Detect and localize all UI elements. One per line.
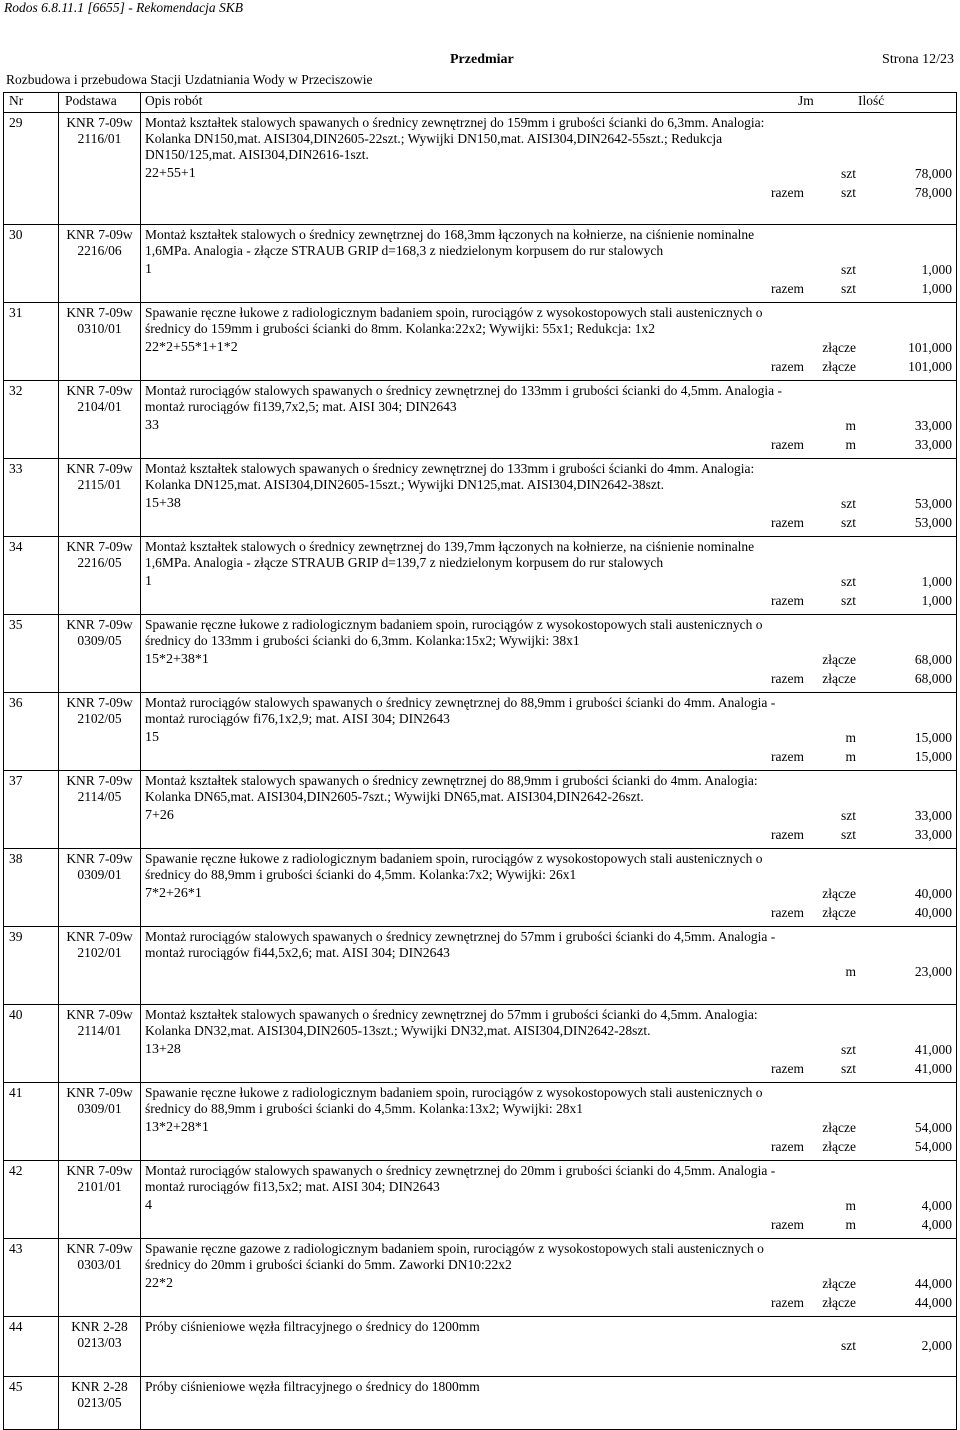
header-basis: Podstawa bbox=[59, 93, 141, 113]
measure-expression: 33 bbox=[145, 418, 159, 433]
table-row bbox=[4, 113, 957, 225]
measure-expression: 13+28 bbox=[145, 1042, 181, 1057]
total-unit: m bbox=[845, 749, 856, 764]
total-line bbox=[145, 1136, 952, 1155]
item-code: KNR 7-09w bbox=[66, 539, 133, 554]
table-row bbox=[4, 381, 957, 459]
measure-expression: 4 bbox=[145, 1198, 152, 1213]
item-description: Spawanie ręczne gazowe z radiologicznym badaniem spoin, rurociągów z wysokostopowych stali austenicznych o średnicy do 20mm i grubości ścianki do 5mm. Zaworki DN10:22x2 bbox=[145, 1241, 764, 1272]
item-code: KNR 2-28 bbox=[71, 1319, 128, 1334]
total-label: razem bbox=[771, 359, 804, 374]
measure-quantity: 33,000 bbox=[914, 418, 952, 433]
total-label: razem bbox=[771, 515, 804, 530]
total-quantity: 44,000 bbox=[914, 1295, 952, 1310]
total-quantity: 33,000 bbox=[914, 437, 952, 452]
measure-expression: 15*2+38*1 bbox=[145, 652, 209, 667]
measure-quantity: 15,000 bbox=[914, 730, 952, 745]
item-number: 33 bbox=[9, 461, 23, 476]
total-line bbox=[145, 1292, 952, 1311]
item-description: Spawanie ręczne łukowe z radiologicznym badaniem spoin, rurociągów z wysokostopowych stali austenicznych o średnicy do 88,9mm i grubości ścianki do 4,5mm. Kolanka:7x2; Wywijki: 26x1 bbox=[145, 851, 763, 882]
total-label: razem bbox=[771, 1217, 804, 1232]
measure-unit: szt bbox=[841, 166, 856, 181]
measure-unit: m bbox=[845, 964, 856, 979]
total-quantity: 54,000 bbox=[914, 1139, 952, 1154]
item-number: 41 bbox=[9, 1085, 23, 1100]
total-line bbox=[145, 902, 952, 921]
total-line bbox=[145, 1058, 952, 1077]
header-description bbox=[141, 93, 957, 113]
item-code: KNR 7-09w bbox=[66, 461, 133, 476]
item-number: 32 bbox=[9, 383, 23, 398]
measure-quantity: 4,000 bbox=[921, 1198, 952, 1213]
measure-unit: złącze bbox=[822, 886, 856, 901]
total-unit: złącze bbox=[822, 1295, 856, 1310]
measure-expression: 13*2+28*1 bbox=[145, 1120, 209, 1135]
measure-expression: 22+55+1 bbox=[145, 166, 196, 181]
total-quantity: 40,000 bbox=[914, 905, 952, 920]
table-header bbox=[4, 93, 957, 113]
item-code-sub: 2114/01 bbox=[77, 1023, 122, 1038]
item-description: Montaż kształtek stalowych o średnicy zewnętrznej do 139,7mm łączonych na kołnierze, na ciśnienie nominalne 1,6MPa. Analogia - złącze STRAUB GRIP d=139,7 z niedzielonym korpusem do rur stalowych bbox=[145, 539, 755, 570]
item-code: KNR 7-09w bbox=[66, 929, 133, 944]
measure-line bbox=[145, 1117, 952, 1136]
item-code-sub: 2102/05 bbox=[77, 711, 122, 726]
total-unit: szt bbox=[841, 185, 856, 200]
item-number: 45 bbox=[9, 1379, 23, 1394]
measure-quantity: 1,000 bbox=[921, 262, 952, 277]
total-line bbox=[145, 824, 952, 843]
total-unit: złącze bbox=[822, 905, 856, 920]
item-code-sub: 2216/06 bbox=[77, 243, 122, 258]
total-label: razem bbox=[771, 593, 804, 608]
item-description: Montaż kształtek stalowych spawanych o średnicy zewnętrznej do 57mm i grubości ścianki do 4,5mm. Analogia: Kolanka DN32,mat. AISI304,DIN2605-13szt.; Wywijki DN32,mat. AISI304,DIN2642-28szt. bbox=[145, 1007, 758, 1038]
measure-expression: 15+38 bbox=[145, 496, 181, 511]
item-code-sub: 0213/03 bbox=[77, 1335, 122, 1350]
measure-quantity: 33,000 bbox=[914, 808, 952, 823]
measure-line bbox=[145, 337, 952, 356]
total-label: razem bbox=[771, 1295, 804, 1310]
item-number: 31 bbox=[9, 305, 23, 320]
total-quantity: 33,000 bbox=[914, 827, 952, 842]
total-line bbox=[145, 434, 952, 453]
measure-line bbox=[145, 1273, 952, 1292]
item-description: Montaż kształtek stalowych o średnicy zewnętrznej do 168,3mm łączonych na kołnierze, na ciśnienie nominalne 1,6MPa. Analogia - złącze STRAUB GRIP d=168,3 z niedzielonym korpusem do rur stalowych bbox=[145, 227, 755, 258]
item-code-sub: 2104/01 bbox=[77, 399, 122, 414]
total-unit: m bbox=[845, 437, 856, 452]
item-description: Montaż rurociągów stalowych spawanych o średnicy zewnętrznej do 57mm i grubości ścianki do 4,5mm. Analogia - montaż rurociągów fi44,5x2,6; mat. AISI 304; DIN2643 bbox=[145, 929, 776, 960]
total-quantity: 1,000 bbox=[921, 281, 952, 296]
item-code-sub: 0309/05 bbox=[77, 633, 122, 648]
measure-quantity: 23,000 bbox=[914, 964, 952, 979]
measure-expression: 22*2+55*1+1*2 bbox=[145, 340, 238, 355]
header-unit: Jm bbox=[798, 93, 814, 108]
table-row bbox=[4, 1005, 957, 1083]
table-row bbox=[4, 615, 957, 693]
app-title: Rodos 6.8.11.1 [6655] - Rekomendacja SKB bbox=[4, 0, 243, 15]
item-description: Montaż kształtek stalowych spawanych o średnicy zewnętrznej do 133mm i grubości ścianki do 4mm. Analogia: Kolanka DN125,mat. AISI304,DIN2605-15szt.; Wywijki DN125,mat. AISI304,DIN2642-38szt. bbox=[145, 461, 755, 492]
measure-line bbox=[145, 571, 952, 590]
total-quantity: 4,000 bbox=[921, 1217, 952, 1232]
total-label: razem bbox=[771, 827, 804, 842]
measure-quantity: 44,000 bbox=[914, 1276, 952, 1291]
item-code: KNR 7-09w bbox=[66, 1163, 133, 1178]
item-number: 40 bbox=[9, 1007, 23, 1022]
total-label: razem bbox=[771, 905, 804, 920]
measure-quantity: 1,000 bbox=[921, 574, 952, 589]
item-number: 36 bbox=[9, 695, 23, 710]
item-number: 43 bbox=[9, 1241, 23, 1256]
total-quantity: 1,000 bbox=[921, 593, 952, 608]
measure-line bbox=[145, 961, 952, 980]
measure-quantity: 40,000 bbox=[914, 886, 952, 901]
table-row bbox=[4, 771, 957, 849]
measure-line bbox=[145, 1335, 952, 1354]
measure-line bbox=[145, 805, 952, 824]
total-unit: złącze bbox=[822, 1139, 856, 1154]
measure-unit: m bbox=[845, 418, 856, 433]
measure-unit: szt bbox=[841, 262, 856, 277]
table-row bbox=[4, 303, 957, 381]
table-row bbox=[4, 1317, 957, 1377]
measure-expression: 15 bbox=[145, 730, 159, 745]
item-description: Montaż kształtek stalowych spawanych o średnicy zewnętrznej do 88,9mm i grubości ścianki do 4mm. Analogia: Kolanka DN65,mat. AISI304,DIN2605-7szt.; Wywijki DN65,mat. AISI304,DIN2642-26szt. bbox=[145, 773, 758, 804]
item-code: KNR 7-09w bbox=[66, 305, 133, 320]
measure-unit: złącze bbox=[822, 652, 856, 667]
item-description: Montaż rurociągów stalowych spawanych o średnicy zewnętrznej do 20mm i grubości ścianki do 4,5mm. Analogia - montaż rurociągów fi13,5x2; mat. AISI 304; DIN2643 bbox=[145, 1163, 776, 1194]
total-quantity: 68,000 bbox=[914, 671, 952, 686]
total-quantity: 78,000 bbox=[914, 185, 952, 200]
total-label: razem bbox=[771, 281, 804, 296]
page-number: Strona 12/23 bbox=[882, 52, 954, 67]
table-row bbox=[4, 459, 957, 537]
total-line bbox=[145, 590, 952, 609]
item-code: KNR 7-09w bbox=[66, 227, 133, 242]
header-nr: Nr bbox=[4, 93, 59, 113]
item-code-sub: 2102/01 bbox=[77, 945, 122, 960]
table-row bbox=[4, 1377, 957, 1430]
item-code-sub: 2101/01 bbox=[77, 1179, 122, 1194]
table-row bbox=[4, 849, 957, 927]
item-code: KNR 7-09w bbox=[66, 1007, 133, 1022]
item-code: KNR 7-09w bbox=[66, 617, 133, 632]
item-code: KNR 7-09w bbox=[66, 1085, 133, 1100]
bill-of-quantities-table bbox=[3, 92, 957, 1430]
item-description: Spawanie ręczne łukowe z radiologicznym badaniem spoin, rurociągów z wysokostopowych stali austenicznych o średnicy do 88,9mm i grubości ścianki do 4,5mm. Kolanka:13x2; Wywijki: 28x1 bbox=[145, 1085, 763, 1116]
total-line bbox=[145, 668, 952, 687]
measure-unit: złącze bbox=[822, 340, 856, 355]
item-code-sub: 2115/01 bbox=[77, 477, 122, 492]
item-code-sub: 2216/05 bbox=[77, 555, 122, 570]
total-quantity: 53,000 bbox=[914, 515, 952, 530]
measure-unit: szt bbox=[841, 808, 856, 823]
total-label: razem bbox=[771, 1139, 804, 1154]
total-unit: szt bbox=[841, 1061, 856, 1076]
total-unit: złącze bbox=[822, 671, 856, 686]
measure-line bbox=[145, 415, 952, 434]
item-code-sub: 0213/05 bbox=[77, 1395, 122, 1410]
item-code: KNR 7-09w bbox=[66, 695, 133, 710]
item-code: KNR 7-09w bbox=[66, 1241, 133, 1256]
measure-unit: szt bbox=[841, 1338, 856, 1353]
measure-expression: 22*2 bbox=[145, 1276, 173, 1291]
table-row bbox=[4, 537, 957, 615]
measure-unit: m bbox=[845, 1198, 856, 1213]
item-code: KNR 7-09w bbox=[66, 115, 133, 130]
measure-expression: 7*2+26*1 bbox=[145, 886, 202, 901]
table-row bbox=[4, 225, 957, 303]
item-description: Montaż rurociągów stalowych spawanych o średnicy zewnętrznej do 133mm i grubości ścianki do 4,5mm. Analogia - montaż rurociągów fi139,7x2,5; mat. AISI 304; DIN2643 bbox=[145, 383, 782, 414]
item-description: Próby ciśnieniowe węzła filtracyjnego o średnicy do 1800mm bbox=[145, 1379, 480, 1394]
total-unit: złącze bbox=[822, 359, 856, 374]
measure-expression: 7+26 bbox=[145, 808, 174, 823]
measure-unit: złącze bbox=[822, 1120, 856, 1135]
total-label: razem bbox=[771, 749, 804, 764]
item-code: KNR 2-28 bbox=[71, 1379, 128, 1394]
measure-line bbox=[145, 1039, 952, 1058]
item-code-sub: 0309/01 bbox=[77, 1101, 122, 1116]
total-label: razem bbox=[771, 1061, 804, 1076]
item-number: 29 bbox=[9, 115, 23, 130]
total-line bbox=[145, 512, 952, 531]
measure-line bbox=[145, 493, 952, 512]
table-row bbox=[4, 1083, 957, 1161]
item-code-sub: 2114/05 bbox=[77, 789, 122, 804]
measure-unit: szt bbox=[841, 1042, 856, 1057]
item-number: 42 bbox=[9, 1163, 23, 1178]
item-number: 34 bbox=[9, 539, 23, 554]
measure-line bbox=[145, 1395, 952, 1414]
item-number: 30 bbox=[9, 227, 23, 242]
item-number: 39 bbox=[9, 929, 23, 944]
item-number: 44 bbox=[9, 1319, 23, 1334]
total-label: razem bbox=[771, 185, 804, 200]
item-code-sub: 0303/01 bbox=[77, 1257, 122, 1272]
total-line bbox=[145, 1214, 952, 1233]
total-line bbox=[145, 746, 952, 765]
measure-line bbox=[145, 649, 952, 668]
measure-line bbox=[145, 727, 952, 746]
header-desc-label: Opis robót bbox=[145, 93, 203, 108]
total-quantity: 101,000 bbox=[908, 359, 952, 374]
item-code-sub: 2116/01 bbox=[77, 131, 122, 146]
document-title: Przedmiar bbox=[450, 52, 514, 67]
item-description: Spawanie ręczne łukowe z radiologicznym badaniem spoin, rurociągów z wysokostopowych stali austenicznych o średnicy do 159mm i grubości ścianki do 8mm. Kolanka:22x2; Wywijki: 55x1; Redukcja: 1x2 bbox=[145, 305, 763, 336]
measure-expression: 1 bbox=[145, 574, 152, 589]
total-label: razem bbox=[771, 671, 804, 686]
measure-quantity: 101,000 bbox=[908, 340, 952, 355]
measure-quantity: 54,000 bbox=[914, 1120, 952, 1135]
measure-line bbox=[145, 163, 952, 182]
table-row bbox=[4, 1161, 957, 1239]
item-number: 38 bbox=[9, 851, 23, 866]
item-code: KNR 7-09w bbox=[66, 851, 133, 866]
table-row bbox=[4, 927, 957, 1005]
total-quantity: 41,000 bbox=[914, 1061, 952, 1076]
measure-quantity: 53,000 bbox=[914, 496, 952, 511]
total-line bbox=[145, 182, 952, 201]
item-description: Montaż kształtek stalowych spawanych o średnicy zewnętrznej do 159mm i grubości ścianki do 6,3mm. Analogia: Kolanka DN150,mat. AISI304,DIN2605-22szt.; Wywijki DN150,mat. AISI304,DIN2642-55szt.; Redukcja DN150/125,mat. AISI304,DIN2616-1szt. bbox=[145, 115, 765, 162]
total-quantity: 15,000 bbox=[914, 749, 952, 764]
project-name: Rozbudowa i przebudowa Stacji Uzdatniania Wody w Przeciszowie bbox=[6, 72, 373, 87]
measure-quantity: 78,000 bbox=[914, 166, 952, 181]
measure-quantity: 41,000 bbox=[914, 1042, 952, 1057]
table-row bbox=[4, 693, 957, 771]
measure-unit: m bbox=[845, 730, 856, 745]
measure-unit: szt bbox=[841, 496, 856, 511]
item-code-sub: 0309/01 bbox=[77, 867, 122, 882]
item-code-sub: 0310/01 bbox=[77, 321, 122, 336]
total-unit: szt bbox=[841, 827, 856, 842]
total-unit: szt bbox=[841, 515, 856, 530]
item-code: KNR 7-09w bbox=[66, 773, 133, 788]
total-line bbox=[145, 278, 952, 297]
measure-unit: szt bbox=[841, 574, 856, 589]
total-label: razem bbox=[771, 437, 804, 452]
total-unit: m bbox=[845, 1217, 856, 1232]
total-unit: szt bbox=[841, 593, 856, 608]
item-code: KNR 7-09w bbox=[66, 383, 133, 398]
item-number: 37 bbox=[9, 773, 23, 788]
item-description: Montaż rurociągów stalowych spawanych o średnicy zewnętrznej do 88,9mm i grubości ścianki do 4mm. Analogia - montaż rurociągów fi76,1x2,9; mat. AISI 304; DIN2643 bbox=[145, 695, 776, 726]
measure-line bbox=[145, 1195, 952, 1214]
item-number: 35 bbox=[9, 617, 23, 632]
measure-unit: złącze bbox=[822, 1276, 856, 1291]
measure-line bbox=[145, 883, 952, 902]
total-unit: szt bbox=[841, 281, 856, 296]
measure-quantity: 68,000 bbox=[914, 652, 952, 667]
measure-quantity: 2,000 bbox=[921, 1338, 952, 1353]
header-qty: Ilość bbox=[858, 93, 885, 108]
measure-line bbox=[145, 259, 952, 278]
measure-expression: 1 bbox=[145, 262, 152, 277]
table-row bbox=[4, 1239, 957, 1317]
total-line bbox=[145, 356, 952, 375]
item-description: Spawanie ręczne łukowe z radiologicznym badaniem spoin, rurociągów z wysokostopowych stali austenicznych o średnicy do 133mm i grubości ścianki do 6,3mm. Kolanka:15x2; Wywijki: 38x1 bbox=[145, 617, 763, 648]
item-description: Próby ciśnieniowe węzła filtracyjnego o średnicy do 1200mm bbox=[145, 1319, 480, 1334]
